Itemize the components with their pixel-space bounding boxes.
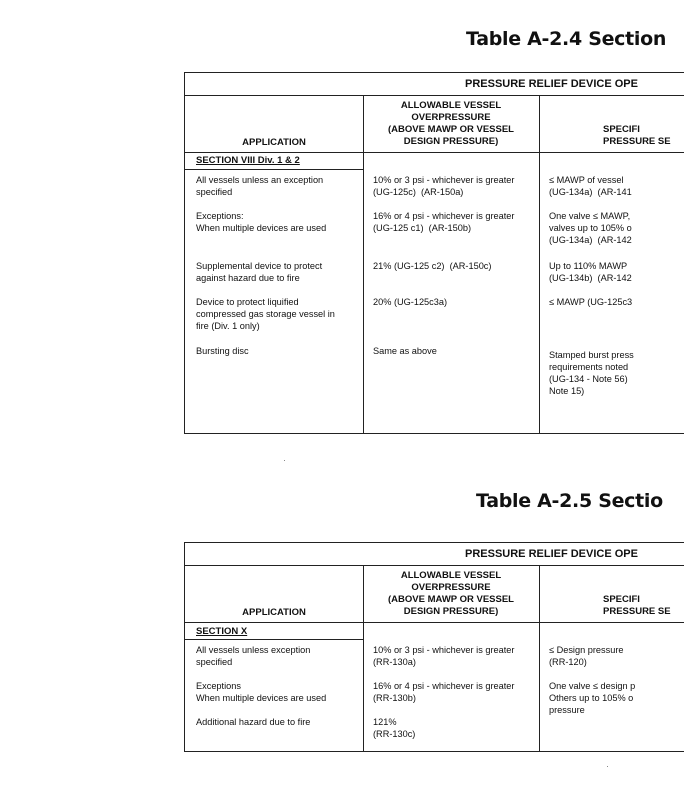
table-a24 [184, 72, 684, 434]
table-a24-header-application: APPLICATION [242, 137, 306, 148]
table-a24-row5-set-pressure: Stamped burst press requirements noted (UG-134 - Note 56) Note 15) [549, 350, 634, 396]
table-a24-divider-2 [539, 95, 540, 433]
table-a25-row1-set-pressure: ≤ Design pressure (RR-120) [549, 645, 624, 667]
table-a24-row1-overpressure: 10% or 3 psi - whichever is greater (UG-125c) (AR-150a) [373, 175, 515, 197]
table-a25-band-label: PRESSURE RELIEF DEVICE OPE [465, 548, 638, 560]
scan-speck [607, 766, 608, 767]
table-a25-header-application: APPLICATION [242, 607, 306, 618]
table-a24-row4-set-pressure: ≤ MAWP (UG-125c3 [549, 297, 633, 307]
table-a25-row3-application: Additional hazard due to fire [196, 717, 311, 727]
table-a25-header-rule [185, 622, 684, 623]
table-a24-row4-application: Device to protect liquified compressed gas storage vessel in fire (Div. 1 only) [196, 297, 335, 331]
table-a24-row2-set-pressure: One valve ≤ MAWP, valves up to 105% o (UG-134a) (AR-142 [549, 211, 632, 245]
table-a24-header-rule [185, 152, 684, 153]
table-a25-row1-application: All vessels unless exception specified [196, 645, 311, 667]
table-a25-row2-overpressure: 16% or 4 psi - whichever is greater (RR-130b) [373, 681, 515, 703]
table-a24-section-rule [185, 169, 363, 170]
table-a25-divider-2 [539, 565, 540, 751]
table-a25 [184, 542, 684, 752]
table-a24-row5-overpressure: Same as above [373, 346, 437, 356]
table-a25-section-rule [185, 639, 363, 640]
scan-speck [284, 460, 285, 461]
table-a25-row2-set-pressure: One valve ≤ design p Others up to 105% o pressure [549, 681, 636, 715]
table-a25-header-set-pressure: SPECIFI PRESSURE SE [603, 594, 671, 617]
table-a25-title: Table A-2.5 Sectio [476, 490, 663, 512]
table-a25-row3-overpressure: 121% (RR-130c) [373, 717, 416, 739]
table-a24-row1-set-pressure: ≤ MAWP of vessel (UG-134a) (AR-141 [549, 175, 632, 197]
table-a24-row1-application: All vessels unless an exception specified [196, 175, 324, 197]
table-a24-header-overpressure: ALLOWABLE VESSEL OVERPRESSURE (ABOVE MAWP OR VESSEL DESIGN PRESSURE) [388, 100, 514, 147]
table-a24-band [185, 73, 684, 96]
table-a24-band-label: PRESSURE RELIEF DEVICE OPE [465, 78, 638, 90]
table-a24-row2-overpressure: 16% or 4 psi - whichever is greater (UG-125 c1) (AR-150b) [373, 211, 515, 233]
table-a24-row3-overpressure: 21% (UG-125 c2) (AR-150c) [373, 261, 492, 271]
table-a24-row4-overpressure: 20% (UG-125c3a) [373, 297, 448, 307]
table-a24-row5-application: Bursting disc [196, 346, 249, 356]
table-a25-row2-application: Exceptions When multiple devices are used [196, 681, 327, 703]
table-a25-row1-overpressure: 10% or 3 psi - whichever is greater (RR-130a) [373, 645, 515, 667]
table-a24-row3-application: Supplemental device to protect against hazard due to fire [196, 261, 323, 283]
table-a25-section-heading: SECTION X [196, 626, 248, 637]
table-a24-title: Table A-2.4 Section [466, 28, 667, 50]
table-a24-header-set-pressure: SPECIFI PRESSURE SE [603, 124, 671, 147]
table-a25-band [185, 543, 684, 566]
table-a25-header-overpressure: ALLOWABLE VESSEL OVERPRESSURE (ABOVE MAWP OR VESSEL DESIGN PRESSURE) [388, 570, 514, 617]
table-a24-section-heading: SECTION VIII Div. 1 & 2 [196, 155, 300, 166]
table-a24-row2-application: Exceptions: When multiple devices are used [196, 211, 327, 233]
table-a24-row3-set-pressure: Up to 110% MAWP (UG-134b) (AR-142 [549, 261, 632, 283]
